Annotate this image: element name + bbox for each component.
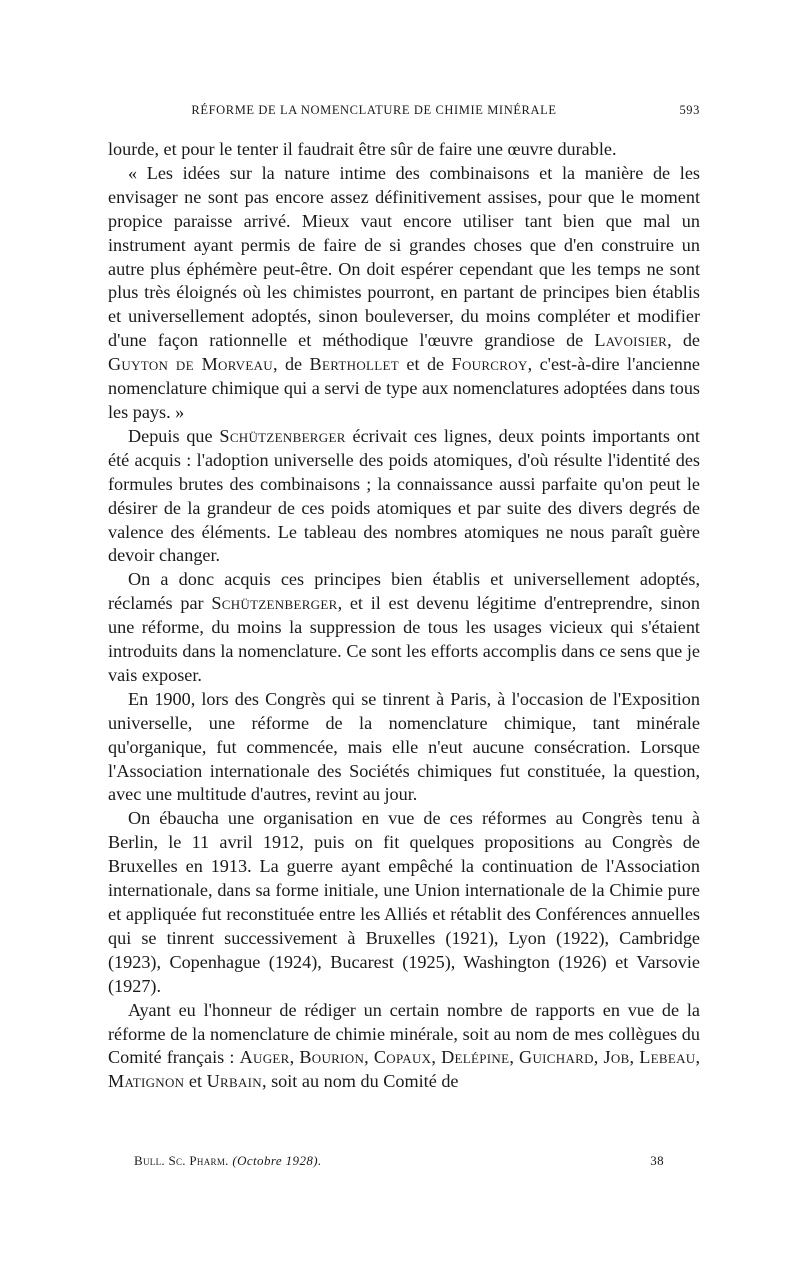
author-name: Schützenberger <box>219 425 346 446</box>
journal-abbrev: Bull. Sc. Pharm. <box>134 1153 229 1168</box>
text-fragment: , et il est devenu légitime d'entreprendre, sinon une réforme, du moins la suppression de tous les usages vicieux qui s'étaient introduits dans la nomenclature. Ce sont les efforts accomplis dans ce sens que je vais exposer. <box>108 593 700 685</box>
paragraph-5 <box>108 688 700 808</box>
text-fragment: , soit au nom du Comité de <box>261 1071 459 1092</box>
text-fragment: Ayant eu l'honneur de rédiger un certain nombre de rapports en vue de la réforme de la nomenclature de chimie minérale, soit au nom de mes collègues du Comité français : <box>108 999 700 1068</box>
paragraph-text: lourde, et pour le tenter il faudrait être sûr de faire une œuvre durable. <box>108 139 617 159</box>
paragraph-text: On ébaucha une organisation en vue de ces réformes au Congrès tenu à Berlin, le 11 avril 1912, puis on fit quelques propositions au Congrès de Bruxelles en 1913. La guerre ayant empêché la continuation de l'Association internationale, dans sa forme initiale, une Union internationale de la Chimie pure et appliquée fut reconstituée entre les Alliés et rétablit des Conférences annuelles qui se tinrent successivement à Bruxelles (1921), Lyon (1922), Cambridge (1923), Copenhague (1924), Bucarest (1925), Washington (1926) et Varsovie (1927). <box>108 808 700 996</box>
author-name: Fourcroy <box>451 354 528 375</box>
author-name: Auger <box>239 1047 290 1068</box>
text-fragment: On a donc acquis ces principes bien établis et universellement adoptés, réclamés par <box>108 569 700 614</box>
text-fragment: , <box>431 1047 442 1068</box>
text-fragment: , <box>695 1047 701 1068</box>
author-name: Copaux <box>373 1047 432 1068</box>
author-name: Matignon <box>108 1071 185 1092</box>
paragraph-7 <box>108 999 700 1095</box>
paragraph-2-quote <box>108 162 700 425</box>
running-title: RÉFORME DE LA NOMENCLATURE DE CHIMIE MINÉRALE <box>191 103 557 117</box>
text-fragment: , <box>364 1047 374 1068</box>
author-name: Delépine <box>441 1047 510 1068</box>
author-name: Bourion <box>299 1047 365 1068</box>
running-header <box>108 103 700 123</box>
text-fragment: , <box>629 1047 640 1068</box>
paragraph-text: En 1900, lors des Congrès qui se tinrent à Paris, à l'occasion de l'Exposition universelle, une réforme de la nomenclature chimique, tant minérale qu'organique, fut commencée, mais elle n'eut aucune consécration. Lorsque l'Association internationale des Sociétés chimiques fut constituée, la question, avec une multitude d'autres, revint au jour. <box>108 688 700 805</box>
journal-citation <box>134 1153 322 1169</box>
text-fragment: , <box>593 1047 604 1068</box>
quote-text: « Les idées sur la nature intime des combinaisons et la manière de les envisager ne sont pas encore assez définitivement assises, pour que le moment propice paraisse arrivé. Mieux vaut encore utiliser tant bien que mal un instrument ayant permis de faire de si grandes choses que d'en construire un autre plus éphémère peut-être. On doit espérer cependant que les temps ne sont plus très éloignés où les chimistes pourront, en partant de principes bien établis et universellement adoptés, sinon bouleverser, du moins compléter et modifier d'une façon rationnelle et méthodique l'œuvre grandiose de <box>108 162 700 351</box>
paragraph-4 <box>108 568 700 688</box>
text-fragment: , <box>509 1047 520 1068</box>
author-name: Berthollet <box>309 354 399 375</box>
issue-date: (Octobre 1928). <box>232 1153 322 1168</box>
author-name: Urbain <box>206 1071 262 1092</box>
signature-mark: 38 <box>650 1153 664 1168</box>
paragraph-3 <box>108 425 700 568</box>
text-fragment: Depuis que <box>128 425 220 446</box>
author-name: Guyton de Morveau <box>108 354 273 375</box>
author-name: Lavoisier <box>594 330 668 351</box>
text-fragment: , c'est-à-dire l'ancienne nomenclature chimique qui a servi de type aux nomenclatures adoptées dans tous les pays. » <box>108 354 700 422</box>
author-name: Guichard <box>519 1047 594 1068</box>
body-text <box>108 138 700 1094</box>
author-name: Schützenberger <box>211 593 338 614</box>
text-fragment: écrivait ces lignes, deux points importants ont été acquis : l'adoption universelle des poids atomiques, d'où résulte l'identité des formules brutes des combinaisons ; la connaissance aussi parfaite qu'on peut le désirer de la grandeur de ces poids atomiques et par suite des divers degrés de valence des éléments. Le tableau des nombres atomiques ne nous paraît guère devoir changer. <box>108 425 700 566</box>
text-fragment: , <box>289 1047 300 1068</box>
paragraph-1 <box>108 138 700 162</box>
page-footer <box>134 1153 694 1173</box>
author-name: Lebeau <box>639 1047 696 1068</box>
text-fragment: , de <box>667 330 700 351</box>
paragraph-6 <box>108 807 700 998</box>
text-fragment: , de <box>272 354 310 375</box>
text-fragment: et de <box>398 354 452 375</box>
page-number: 593 <box>679 103 700 117</box>
author-name: Job <box>603 1047 630 1068</box>
text-fragment: et <box>184 1071 207 1092</box>
